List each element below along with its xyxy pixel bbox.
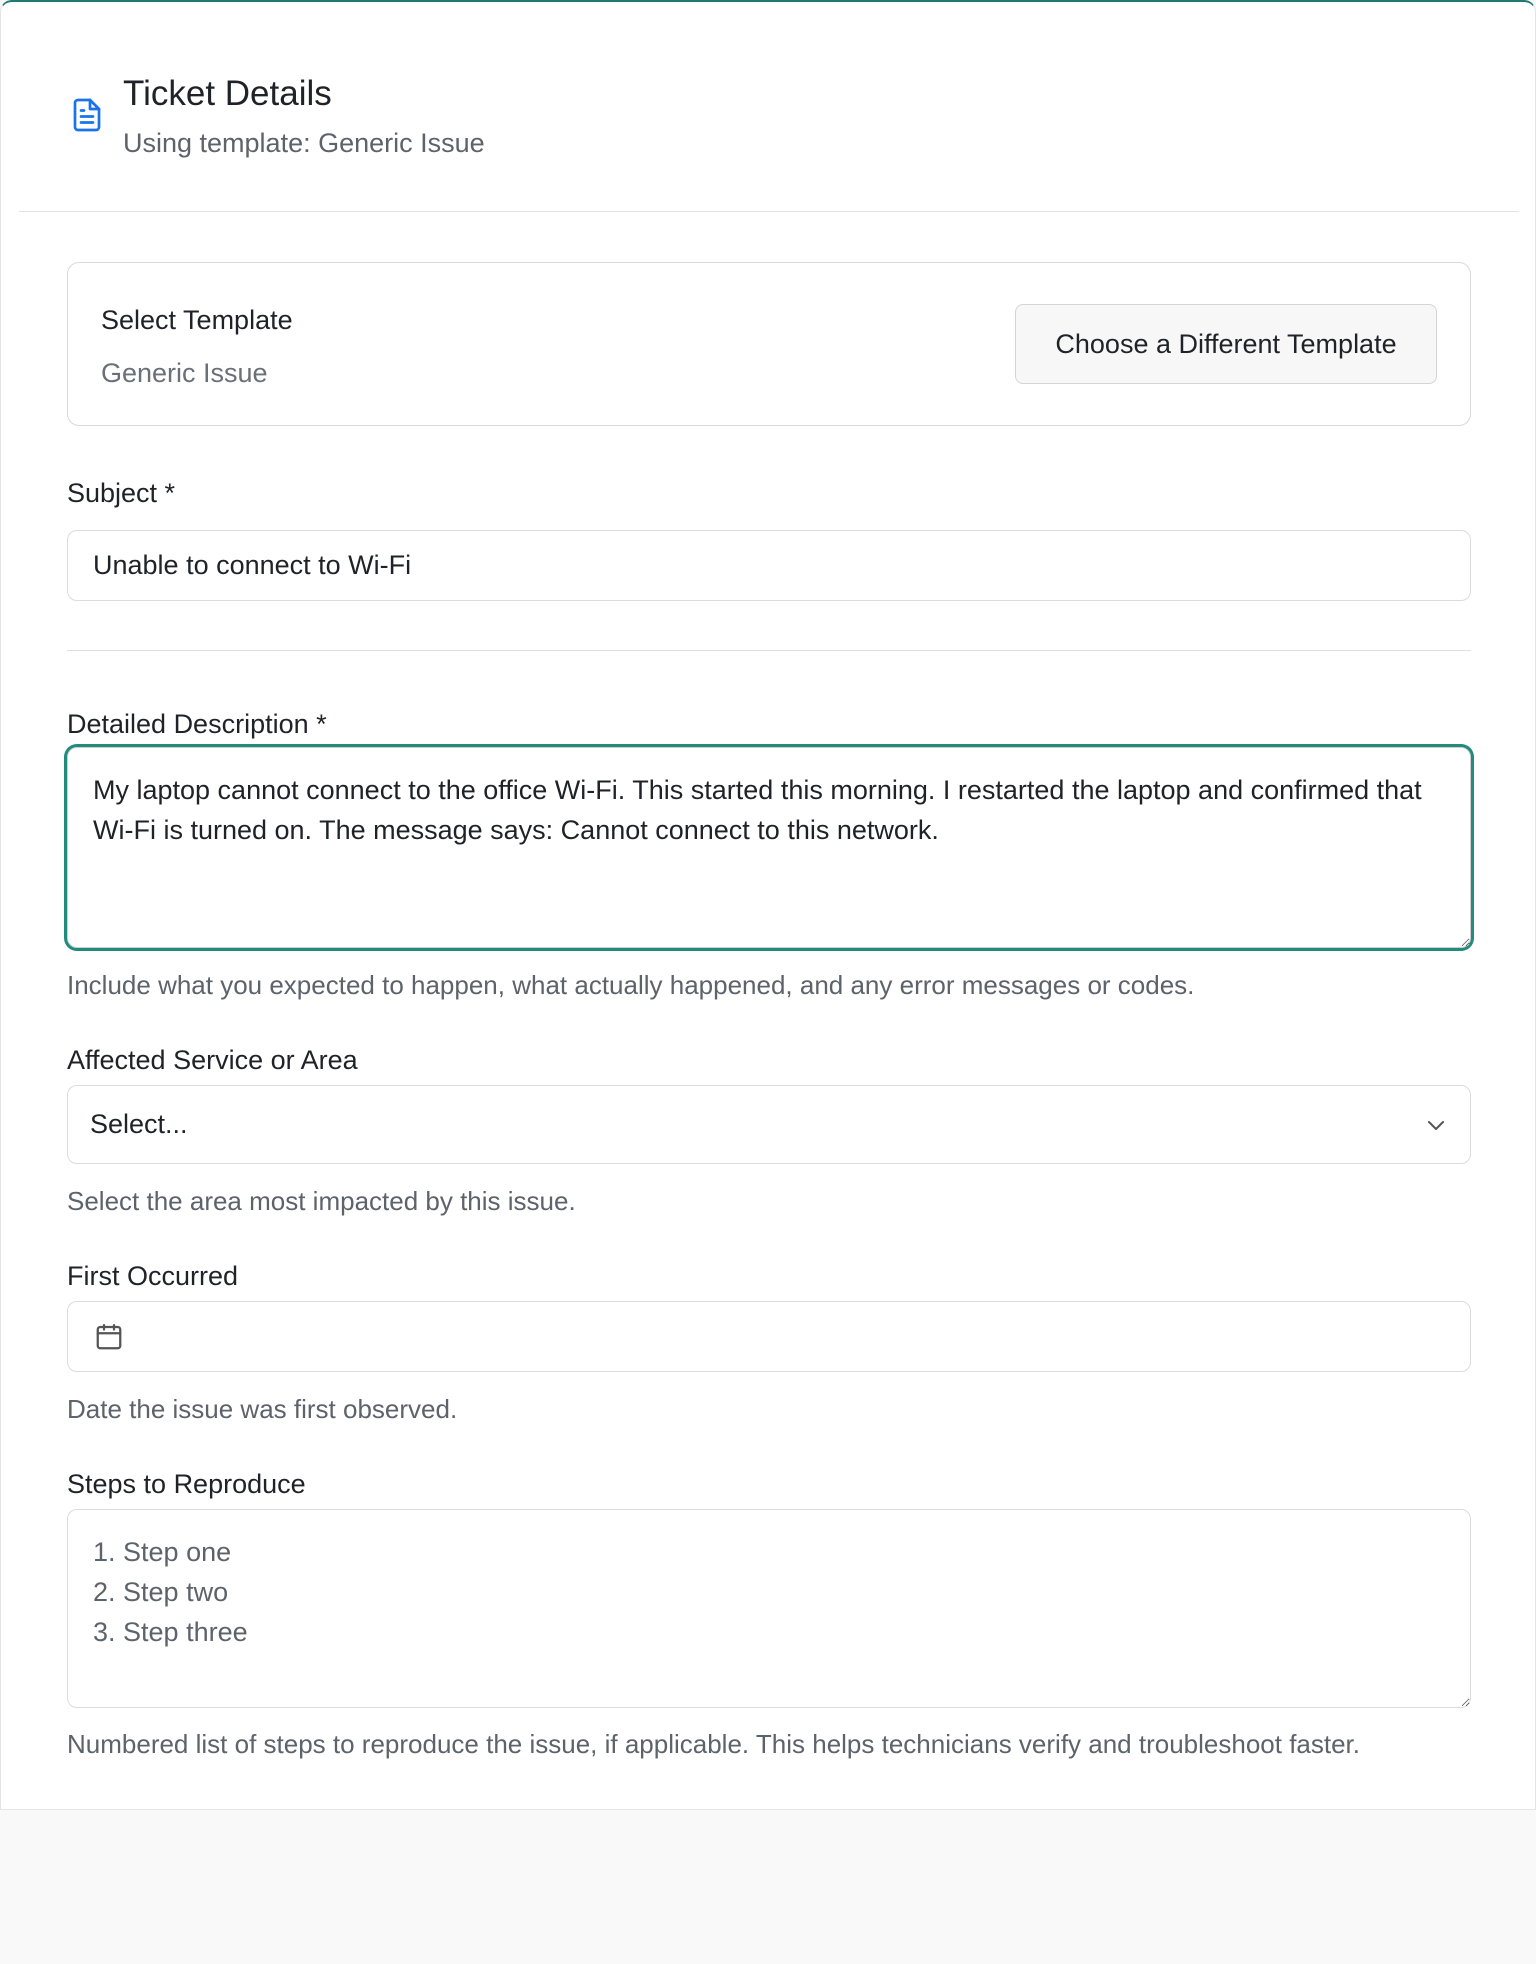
description-textarea[interactable]: [67, 747, 1471, 948]
first-occurred-date-input[interactable]: [67, 1301, 1471, 1372]
template-selector-panel: [67, 262, 1471, 426]
calendar-icon[interactable]: [94, 1322, 124, 1352]
card-header: [19, 2, 1519, 212]
subject-label: Subject *: [67, 478, 176, 508]
template-subtitle: Using template: Generic Issue: [123, 128, 485, 158]
steps-textarea[interactable]: [67, 1509, 1471, 1708]
chevron-down-icon: [1424, 1113, 1448, 1137]
description-label: Detailed Description *: [67, 709, 327, 739]
description-help: Include what you expected to happen, what actually happened, and any error messages or codes.: [67, 970, 1195, 1000]
steps-help: Numbered list of steps to reproduce the issue, if applicable. This helps technicians verify and troubleshoot faster.: [67, 1729, 1361, 1759]
steps-label: Steps to Reproduce: [67, 1469, 306, 1499]
section-divider: [67, 650, 1471, 651]
choose-template-button[interactable]: Choose a Different Template: [1015, 304, 1437, 384]
document-icon: [69, 96, 105, 134]
affected-service-label: Affected Service or Area: [67, 1045, 358, 1075]
affected-service-select[interactable]: [67, 1085, 1471, 1164]
affected-service-value: Select...: [90, 1109, 188, 1139]
affected-service-help: Select the area most impacted by this issue.: [67, 1186, 576, 1216]
page-title: Ticket Details: [123, 74, 332, 113]
first-occurred-help: Date the issue was first observed.: [67, 1394, 458, 1424]
first-occurred-label: First Occurred: [67, 1261, 239, 1291]
template-label: Select Template: [101, 305, 293, 335]
subject-input[interactable]: [67, 530, 1471, 601]
template-value: Generic Issue: [101, 358, 268, 388]
